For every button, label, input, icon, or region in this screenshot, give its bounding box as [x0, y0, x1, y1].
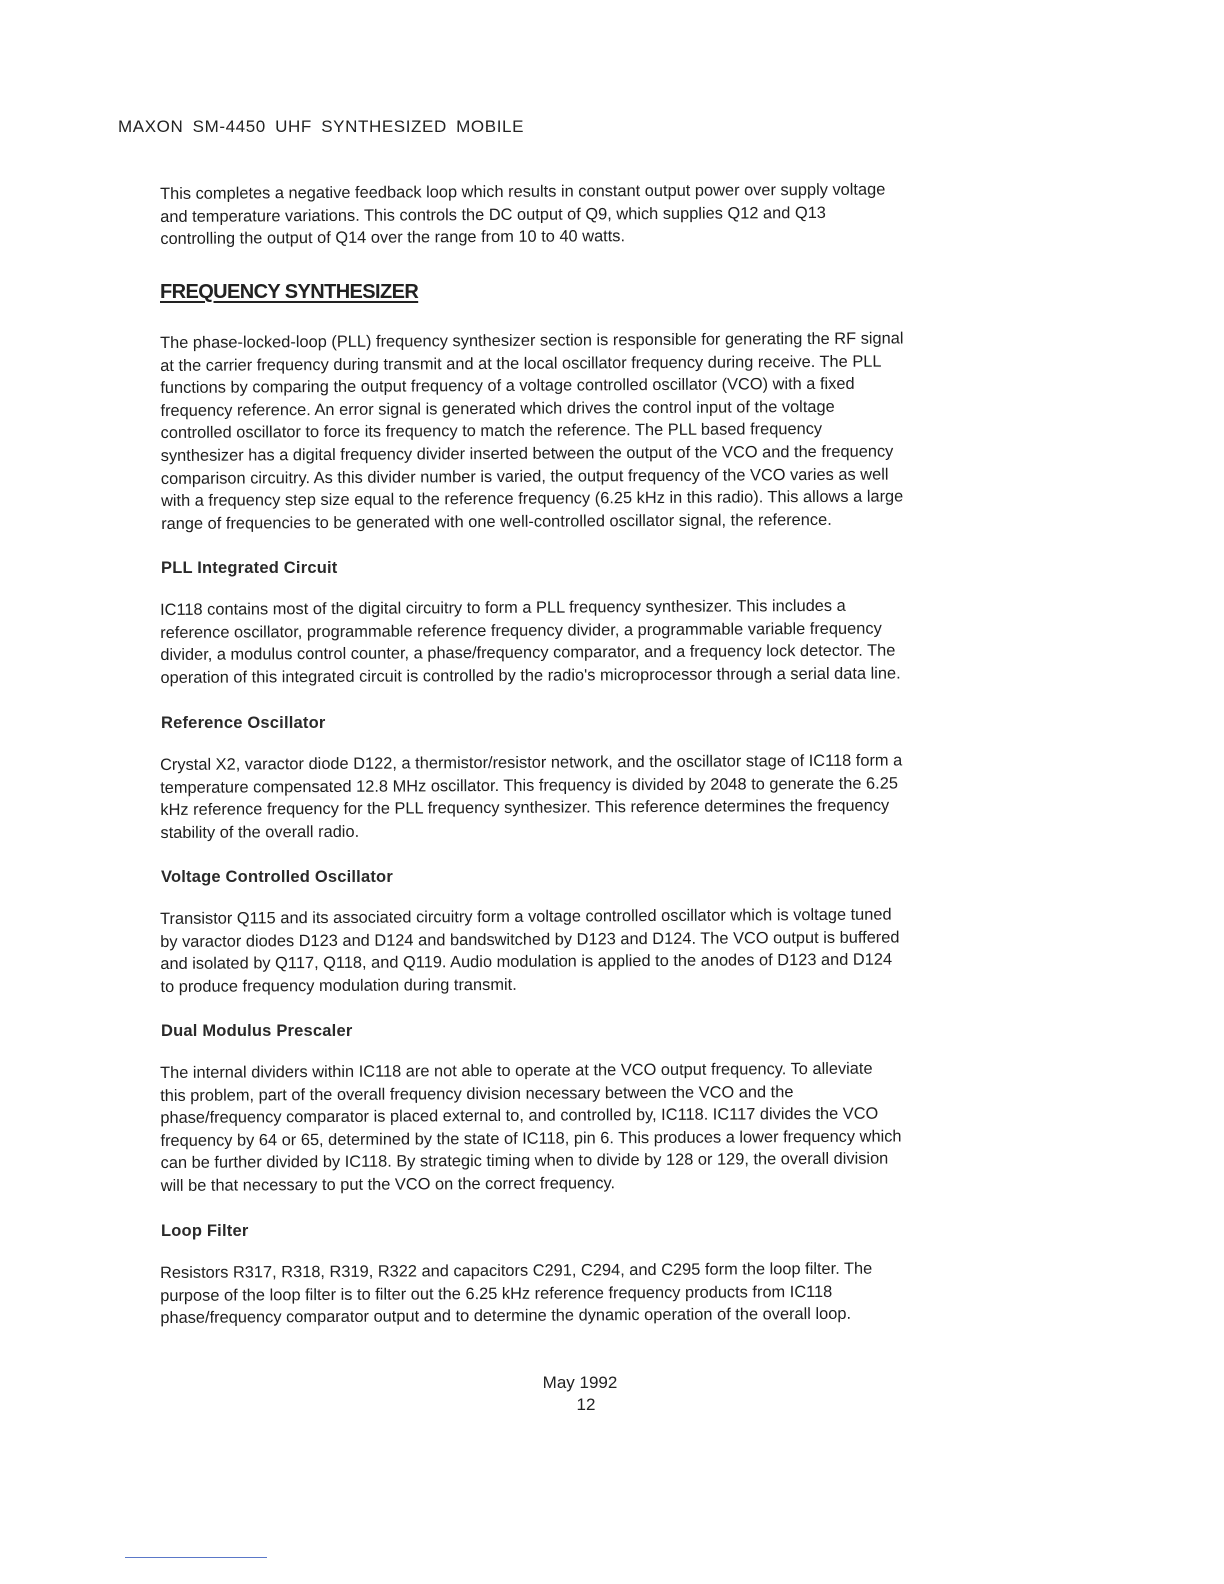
subheading-loop-filter: Loop Filter	[161, 1221, 249, 1240]
section-heading-frequency-synthesizer: FREQUENCY SYNTHESIZER	[160, 280, 419, 303]
subheading-voltage-controlled-oscillator: Voltage Controlled Oscillator	[161, 867, 393, 886]
subheading-pll-integrated-circuit: PLL Integrated Circuit	[161, 559, 338, 578]
running-header: MAXON SM-4450 UHF SYNTHESIZED MOBILE	[118, 117, 525, 136]
subheading-reference-oscillator: Reference Oscillator	[161, 713, 326, 732]
section-paragraph-frequency-synthesizer: The phase-locked-loop (PLL) frequency synthesizer section is responsible for generating the RF signal at the carrier frequency during transmit and at the local oscillator frequency during receive. The PLL functions by comparing the output frequency of a voltage controlled oscillator (VCO) with a fixed frequency reference. An error signal is generated which drives the control input of the voltage controlled oscillator to force its frequency to match the reference. The PLL based frequency synthesizer has a digital frequency divider inserted between the output of the VCO and the frequency comparison circuitry. As this divider number is varied, the output frequency of the VCO varies as well with a frequency step size equal to the reference frequency (6.25 kHz in this radio). This allows a large range of frequencies to be generated with one well-controlled oscillator signal, the reference.	[160, 329, 904, 533]
footer-date: May 1992	[542, 1373, 618, 1392]
body-text	[160, 180, 990, 1330]
paragraph-pll-integrated-circuit: IC118 contains most of the digital circuitry to form a PLL frequency synthesizer. This includes a reference oscillator, programmable reference frequency divider, a programmable variable frequency divider, a modulus control counter, a phase/frequency comparator, and a frequency lock detector. The operation of this integrated circuit is controlled by the radio's microprocessor through a serial data line.	[160, 596, 901, 687]
intro-paragraph: This completes a negative feedback loop which results in constant output power over supply voltage and temperature variations. This controls the DC output of Q9, which supplies Q12 and Q13 controlling the output of Q14 over the range from 10 to 40 watts.	[160, 180, 886, 249]
footer-page-number: 12	[576, 1395, 596, 1414]
paragraph-voltage-controlled-oscillator: Transistor Q115 and its associated circuitry form a voltage controlled oscillator which is voltage tuned by varactor diodes D123 and D124 and bandswitched by D123 and D124. The VCO output is buffered and isolated by Q117, Q118, and Q119. Audio modulation is applied to the anodes of D123 and D124 to produce frequency modulation during transmit.	[160, 905, 900, 996]
paragraph-reference-oscillator: Crystal X2, varactor diode D122, a thermistor/resistor network, and the oscillator stage of IC118 form a temperature compensated 12.8 MHz oscillator. This frequency is divided by 2048 to generate the 6.25 kHz reference frequency for the PLL frequency synthesizer. This reference determines the frequency stability of the overall radio.	[160, 750, 903, 842]
subheading-dual-modulus-prescaler: Dual Modulus Prescaler	[161, 1022, 353, 1041]
paragraph-dual-modulus-prescaler: The internal dividers within IC118 are not able to operate at the VCO output frequency. To alleviate this problem, part of the overall frequency division necessary between the VCO and the phase/frequency comparator is placed external to, and controlled by, IC118. IC117 divides the VCO frequency by 64 or 65, determined by the state of IC118, pin 6. This produces a lower frequency which can be further divided by IC118. By strategic timing when to divide by 128 or 129, the overall division will be that necessary to put the VCO on the correct frequency.	[160, 1059, 902, 1196]
paragraph-loop-filter: Resistors R317, R318, R319, R322 and capacitors C291, C294, and C295 form the loop filter. The purpose of the loop filter is to filter out the 6.25 kHz reference frequency products from IC118 phase/frequency comparator output and to determine the dynamic operation of the overall loop.	[160, 1259, 873, 1327]
bottom-divider-line	[125, 1557, 267, 1558]
